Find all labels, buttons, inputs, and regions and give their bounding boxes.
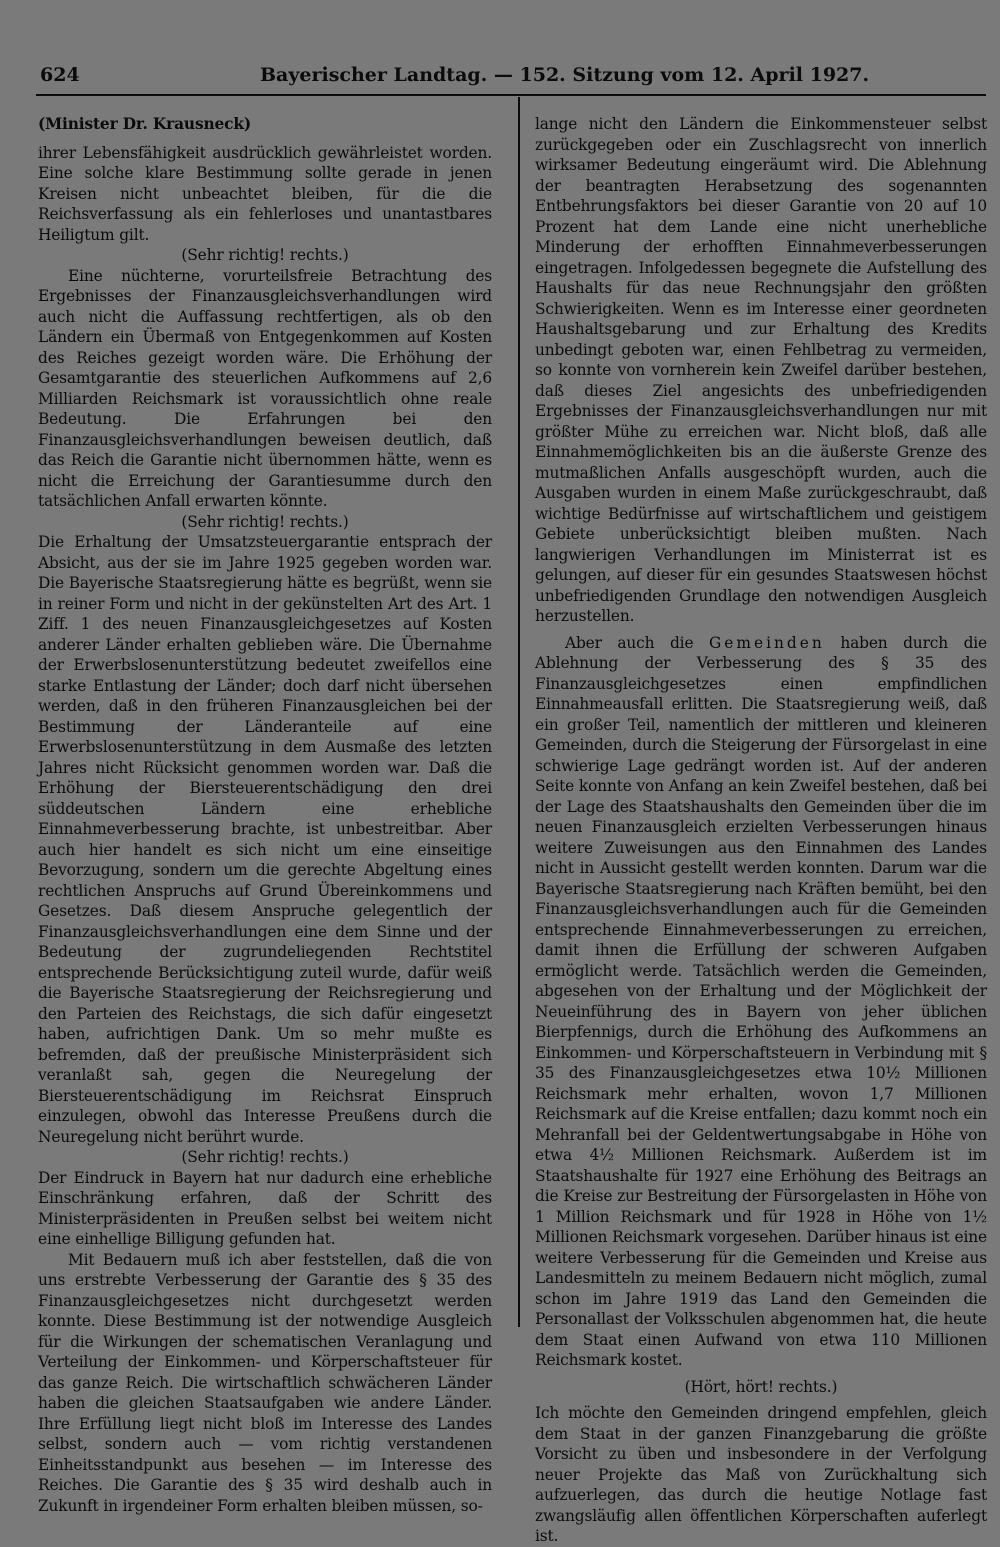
- left-column: [38, 114, 492, 1516]
- header-rule: [36, 94, 986, 96]
- paragraph-rest: haben durch die Ablehnung der Verbesserung des § 35 des Finanzausgleichgesetzes einen empfindlichen Einnahmeausfall erlitten. Die Staatsregierung weiß, daß ein großer Teil, namentlich der mittleren und kleineren Gemeinden, durch die Steigerung der Fürsorgelast in eine schwierige Lage gedrängt worden ist. Auf der anderen Seite konnte von Anfang an kein Zweifel bestehen, daß bei der Lage des Staatshaushalts den Gemeinden über die im neuen Finanzausgleich erzielten Verbesserungen hinaus weitere Zuweisungen aus den Einnahmen des Landes nicht in Aussicht gestellt werden konnten. Darum war die Bayerische Staatsregierung nach Kräften bemüht, bei den Finanzausgleichsverhandlungen auch für die Gemeinden entsprechende Einnahmeverbesserungen zu erreichen, damit ihnen die Erfüllung der schweren Aufgaben ermöglicht werde. Tatsächlich werden die Gemeinden, abgesehen von der Erhaltung und der Möglichkeit der Neueinführung des in Bayern von jeher üblichen Bierpfennigs, durch die Erhöhung des Aufkommens an Einkommen- und Körperschaftsteuern in Verbindung mit § 35 des Finanzausgleichgesetzes etwa 10½ Millionen Reichsmark mehr erhalten, wovon 1,7 Millionen Reichsmark auf die Kreise entfallen; dazu kommt noch ein Mehranfall bei der Geldentwertungsabgabe in Höhe von etwa 4½ Millionen Reichsmark. Außerdem ist im Staatshaushalte für 1927 eine Erhöhung des Beitrags an die Kreise zur Bestreitung der Fürsorgelasten in Höhe von 1 Million Reichsmark und für 1928 in Höhe von 1½ Millionen Reichsmark vorgesehen. Darüber hinaus ist eine weitere Verbesserung für die Gemeinden und Kreise aus Landesmitteln zu meinem Bedauern nicht möglich, zumal schon im Jahre 1919 das Land den Gemeinden die Personallast der Volksschulen abgenommen hat, die heute dem Staat einen Aufwand von etwa 110 Millionen Reichsmark kostet.: [535, 633, 987, 1369]
- paragraph: Ich möchte den Gemeinden dringend empfehlen, gleich dem Staat in der ganzen Finanzgebarung die größte Vorsicht zu üben und insbesondere in der Verfolgung neuer Projekte das Maß von Zurückhaltung sich aufzuerlegen, das durch die heutige Notlage fast zwangsläufig allen öffentlichen Körperschaften auferlegt ist.: [535, 1404, 987, 1545]
- page-number: 624: [40, 64, 80, 86]
- interjection: (Sehr richtig! rechts.): [181, 512, 349, 531]
- running-head: [40, 58, 976, 88]
- interjection: (Hört, hört! rechts.): [684, 1377, 838, 1396]
- emphasized-word: Gemeinden: [708, 633, 825, 652]
- paragraph-start: Aber auch die: [565, 633, 709, 652]
- running-title: Bayerischer Landtag. — 152. Sitzung vom 12. April 1927.: [260, 64, 870, 86]
- interjection: (Sehr richtig! rechts.): [181, 1148, 349, 1166]
- right-column: [535, 114, 987, 1547]
- paragraph: Der Eindruck in Bayern hat nur dadurch eine erhebliche Einschränkung erfahren, daß der Schritt des Ministerpräsidenten in Preußen selbst bei weitem nicht eine einhellige Billigung gefunden hat.: [38, 1168, 492, 1248]
- column-divider: [518, 97, 520, 1327]
- interjection: (Sehr richtig! rechts.): [181, 246, 349, 264]
- paragraph: [535, 633, 987, 1371]
- paragraph: Mit Bedauern muß ich aber feststellen, daß die von uns erstrebte Verbesserung der Garantie des § 35 des Finanzausgleichgesetzes nicht durchgesetzt werden konnte. Diese Bestimmung ist der notwendige Ausgleich für die Wirkungen der schematischen Veranlagung und Verteilung der Einkommen- und Körperschaftsteuer für das ganze Reich. Die wirtschaftlich schwächeren Länder haben die gleichen Staatsaufgaben wie andere Länder. Ihre Erfüllung liegt nicht bloß im Interesse des Landes selbst, sondern auch — vom richtig verstandenen Einheitsstandpunkt aus besehen — im Interesse des Reiches. Die Garantie des § 35 wird deshalb auch in Zukunft in irgendeiner Form erhalten bleiben müssen, so-: [38, 1250, 492, 1515]
- speaker-label: (Minister Dr. Krausneck): [38, 115, 252, 133]
- paragraph: Eine nüchterne, vorurteilsfreie Betrachtung des Ergebnisses der Finanzausgleichsverhandlungen wird auch nicht die Auffassung rechtfertigen, als ob den Ländern ein Übermaß von Entgegenkommen auf Kosten des Reiches gezeigt worden wäre. Die Erhöhung der Gesamtgarantie des steuerlichen Aufkommens auf 2,6 Milliarden Reichsmark ist voraussichtlich ohne reale Bedeutung. Die Erfahrungen bei den Finanzausgleichsverhandlungen beweisen deutlich, daß das Reich die Garantie nicht übernommen hätte, wenn es nicht die Erreichung der Garantiesumme durch den tatsächlichen Anfall erwarten könnte.: [38, 266, 492, 510]
- paragraph: lange nicht den Ländern die Einkommensteuer selbst zurückgegeben oder ein Zuschlagsrecht von innerlich wirksamer Bedeutung eingeräumt wird. Die Ablehnung der beantragten Herabsetzung des sogenannten Entbehrungsfaktors bei dieser Garantie von 20 auf 10 Prozent hat dem Lande eine nicht unerhebliche Minderung der erhofften Einnahmeverbesserungen eingetragen. Infolgedessen begegnete die Aufstellung des Haushalts für das neue Rechnungsjahr den größten Schwierigkeiten. Wenn es im Interesse einer geordneten Haushaltsgebarung und zur Erhaltung des Kredits unbedingt geboten war, einen Fehlbetrag zu vermeiden, so konnte von vornherein kein Zweifel darüber bestehen, daß dieses Ziel angesichts des unbefriedigenden Ergebnisses der Finanzausgleichsverhandlungen nur mit größter Mühe zu erreichen war. Nicht bloß, daß alle Einnahmemöglichkeiten bis an die äußerste Grenze des mutmaßlichen Anfalls ausgeschöpft wurden, auch die Ausgaben wurden in einem Maße zurückgeschraubt, daß wichtige Bedürfnisse auf wirtschaftlichem und geistigem Gebiete unberücksichtigt bleiben mußten. Nach langwierigen Verhandlungen im Ministerrat ist es gelungen, auf dieser für ein gesundes Staatswesen höchst unbefriedigenden Grundlage den notwendigen Ausgleich herzustellen.: [535, 115, 987, 625]
- paragraph: ihrer Lebensfähigkeit ausdrücklich gewährleistet worden. Eine solche klare Bestimmung sollte gerade in jenen Kreisen nicht unbeachtet bleiben, für die die Reichsverfassung als ein fehlerloses und unantastbares Heiligtum gilt.: [38, 143, 492, 244]
- paragraph: Die Erhaltung der Umsatzsteuergarantie entsprach der Absicht, aus der sie im Jahre 1925 gegeben worden war. Die Bayerische Staatsregierung hätte es begrüßt, wenn sie in reiner Form und nicht in der gekünstelten Art des Art. 1 Ziff. 1 des neuen Finanzausgleichgesetzes auf Kosten anderer Länder erhalten geblieben wäre. Die Übernahme der Erwerbslosenunterstützung bedeutet zweifellos eine starke Entlastung der Länder; doch darf nicht übersehen werden, daß in den früheren Finanzausgleichen bei der Bestimmung der Länderanteile auf eine Erwerbslosenunterstützung in dem Ausmaße des letzten Jahres nicht Rücksicht genommen worden war. Daß die Erhöhung der Biersteuerentschädigung den drei süddeutschen Ländern eine erhebliche Einnahmeverbesserung brachte, ist unbestreitbar. Aber auch hier handelt es sich nicht um eine einseitige Bevorzugung, sondern um die gerechte Abgeltung eines rechtlichen Anspruchs auf Grund Übereinkommens und Gesetzes. Daß diesem Anspruche gelegentlich der Finanzausgleichsverhandlungen eine dem Sinne und der Bedeutung der zugrundeliegenden Rechtstitel entsprechende Berücksichtigung zuteil wurde, dafür weiß die Bayerische Staatsregierung der Reichsregierung und den Parteien des Reichstags, die sich dafür eingesetzt haben, aufrichtigen Dank. Um so mehr mußte es befremden, daß der preußische Ministerpräsident sich veranlaßt sah, gegen die Neuregelung der Biersteuerentschädigung im Reichsrat Einspruch einzulegen, obwohl das Interesse Preußens durch die Neuregelung nicht berührt wurde.: [38, 533, 492, 1146]
